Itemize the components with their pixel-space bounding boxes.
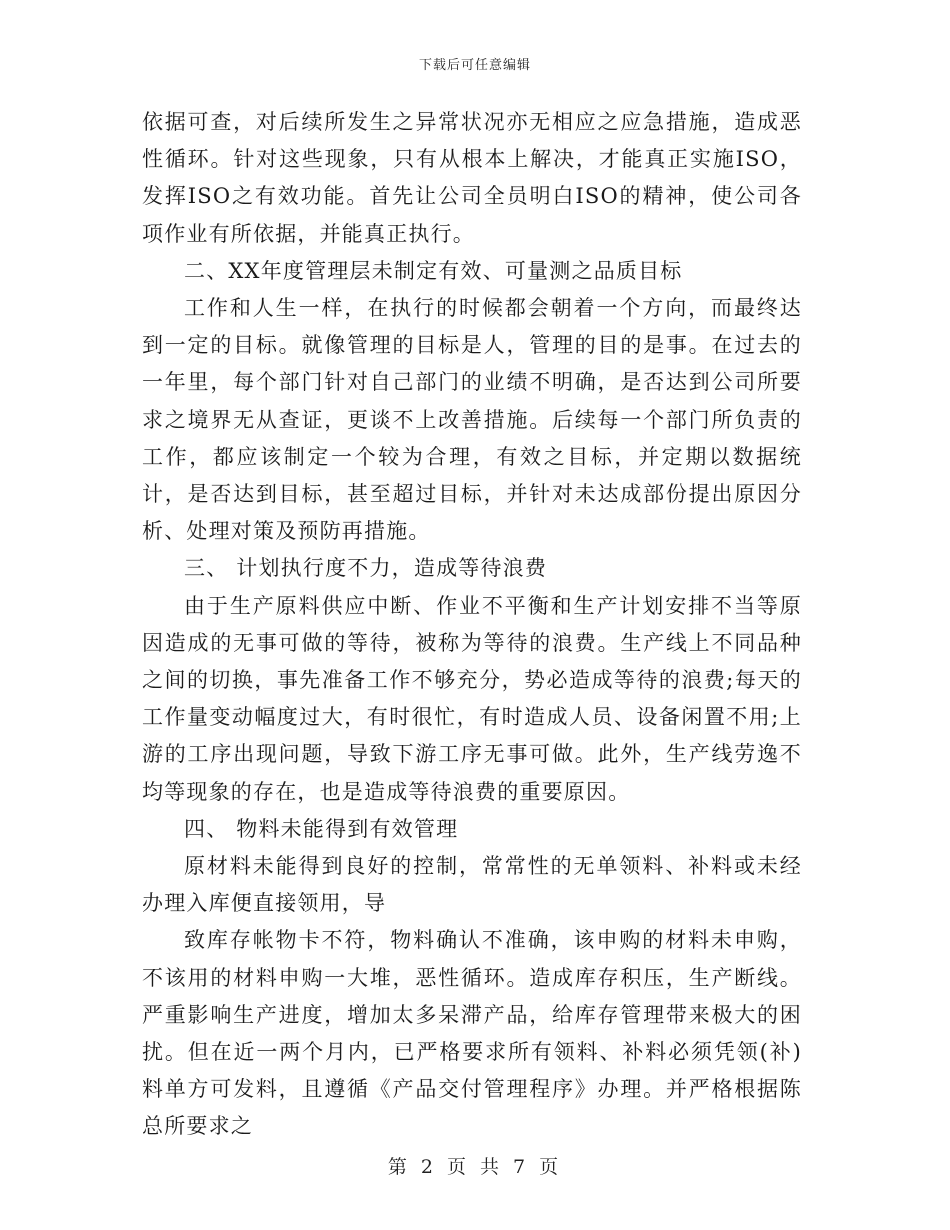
section-heading-4: 四、 物料未能得到有效管理: [184, 816, 459, 841]
paragraph-continued: 依据可查，对后续所发生之异常状况亦无相应之应急措施，造成恶性循环。针对这些现象，只有从根本上解决，才能真正实施ISO，发挥ISO之有效功能。首先让公司全员明白ISO的精神，使公司各项作业有所依据，并能真正执行。: [142, 110, 802, 246]
paragraph-section-4-part-2: 致库存帐物卡不符，物料确认不准确，该申购的材料未申购，不该用的材料申购一大堆，恶性循环。造成库存积压，生产断线。严重影响生产进度，增加太多呆滞产品，给库存管理带来极大的困扰。但在近一两个月内，已严格要求所有领料、补料必须凭领(补)料单方可发料，且遵循《产品交付管理程序》办理。并严格根据陈总所要求之: [142, 928, 802, 1139]
page-number-footer: 第 2 页 共 7 页: [387, 1156, 563, 1178]
document-body: [142, 104, 802, 1146]
header-note: 下载后可任意编辑: [418, 58, 531, 73]
paragraph-section-2: 工作和人生一样，在执行的时候都会朝着一个方向，而最终达到一定的目标。就像管理的目标是人，管理的目的是事。在过去的一年里，每个部门针对自己部门的业绩不明确，是否达到公司所要求之境界无从查证，更谈不上改善措施。后续每一个部门所负责的工作，都应该制定一个较为合理，有效之目标，并定期以数据统计，是否达到目标，甚至超过目标，并针对未达成部份提出原因分析、处理对策及预防再措施。: [142, 296, 802, 544]
paragraph-section-3: 由于生产原料供应中断、作业不平衡和生产计划安排不当等原因造成的无事可做的等待，被称为等待的浪费。生产线上不同品种之间的切换，事先准备工作不够充分，势必造成等待的浪费;每天的工作量变动幅度过大，有时很忙，有时造成人员、设备闲置不用;上游的工序出现问题，导致下游工序无事可做。此外，生产线劳逸不均等现象的存在，也是造成等待浪费的重要原因。: [142, 593, 802, 804]
section-heading-3: 三、 计划执行度不力，造成等待浪费: [184, 556, 548, 581]
paragraph-section-4-part-1: 原材料未能得到良好的控制，常常性的无单领料、补料或未经办理入库便直接领用，导: [142, 854, 802, 916]
section-heading-2: 二、XX年度管理层未制定有效、可量测之品质目标: [184, 258, 683, 283]
